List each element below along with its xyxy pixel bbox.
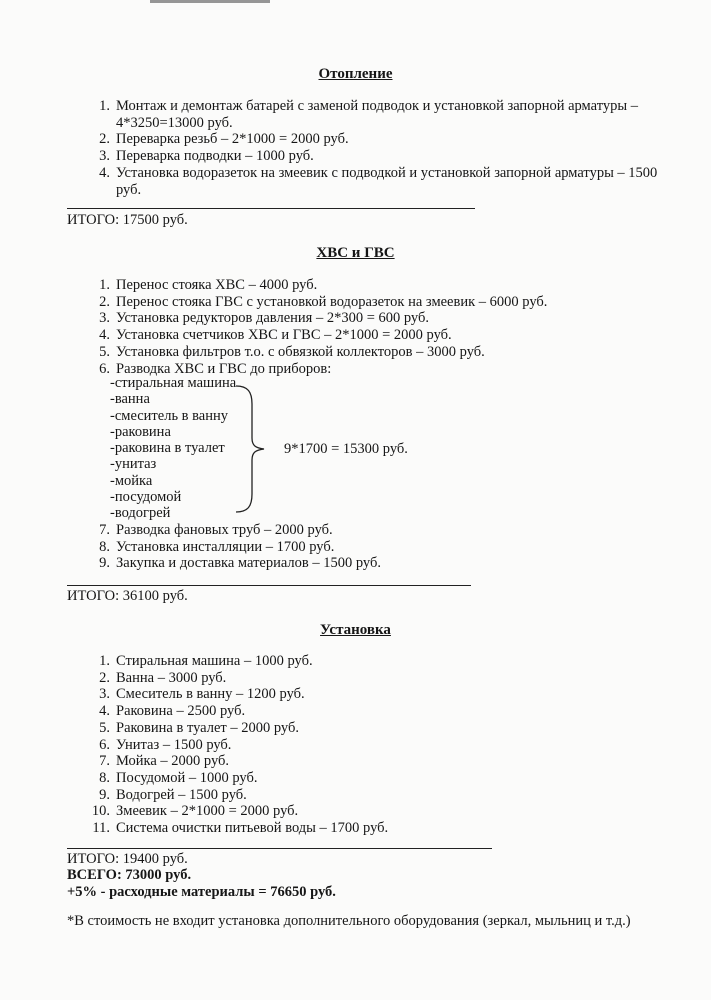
divider <box>67 585 471 586</box>
list-item: 5. Установка фильтров т.о. с обвязкой коллекторов – 3000 руб. <box>99 343 485 360</box>
list-item: 2. Ванна – 3000 руб. <box>99 669 227 686</box>
section-title-water: ХВС и ГВС <box>316 245 395 261</box>
list-item: 2. Перенос стояка ГВС с установкой водоразеток на змеевик – 6000 руб. <box>99 293 548 310</box>
fixture-item: -водогрей <box>110 505 171 522</box>
fixture-item: -мойка <box>110 472 153 489</box>
fixture-item: -стиральная машина <box>110 375 237 391</box>
heating-total: ИТОГО: 17500 руб. <box>67 212 188 228</box>
list-item: 6. Разводка ХВС и ГВС до приборов: <box>99 360 332 377</box>
list-item: 1. Стиральная машина – 1000 руб. <box>99 653 313 669</box>
list-item: 11. Система очистки питьевой воды – 1700 руб. <box>92 820 389 837</box>
list-item: 2. Переварка резьб – 2*1000 = 2000 руб. <box>99 131 349 148</box>
fixture-item: -ванна <box>110 391 150 408</box>
fixture-item: -унитаз <box>110 456 157 473</box>
water-total: ИТОГО: 36100 руб. <box>67 588 188 604</box>
list-item: 9. Водогрей – 1500 руб. <box>99 786 247 803</box>
section-title-installation: Установка <box>320 622 391 638</box>
fixtures-cost: 9*1700 = 15300 руб. <box>284 441 408 457</box>
list-item: 7. Разводка фановых труб – 2000 руб. <box>99 522 333 538</box>
section-title-heating: Отопление <box>318 66 393 82</box>
fixtures-list <box>110 375 236 522</box>
list-item: 8. Посудомой – 1000 руб. <box>99 769 258 786</box>
water-list-continued <box>94 522 674 572</box>
fixture-item: -раковина в туалет <box>110 440 225 457</box>
fixture-item: -смеситель в ванну <box>110 407 229 424</box>
footnote: *В стоимость не входит установка дополнительного оборудования (зеркал, мыльниц и т.д.) <box>67 913 631 929</box>
list-item: 3. Установка редукторов давления – 2*300 = 600 руб. <box>99 310 429 327</box>
list-item: 10. Змеевик – 2*1000 = 2000 руб. <box>91 803 299 820</box>
fixture-item: -посудомой <box>110 489 182 506</box>
list-item: 9. Закупка и доставка материалов – 1500 руб. <box>99 555 381 572</box>
list-item: 8. Установка инсталляции – 1700 руб. <box>99 538 335 555</box>
list-item: 1. Перенос стояка ХВС – 4000 руб. <box>99 277 318 293</box>
list-item: 4. Раковина – 2500 руб. <box>99 703 246 720</box>
list-item: 5. Раковина в туалет – 2000 руб. <box>99 719 299 736</box>
water-list <box>94 277 674 377</box>
list-item: 4. Установка водоразеток на змеевик с подводкой и установкой запорной арматуры – 1500 руб. <box>99 164 658 198</box>
list-item: 1. Монтаж и демонтаж батарей с заменой подводок и установкой запорной арматуры – 4*3250=13000 руб. <box>99 98 638 131</box>
fixture-item: -раковина <box>110 423 171 440</box>
total-with-materials: +5% - расходные материалы = 76650 руб. <box>67 884 336 900</box>
divider <box>67 848 492 849</box>
list-item: 3. Переварка подводки – 1000 руб. <box>99 148 314 165</box>
list-item: 3. Смеситель в ванну – 1200 руб. <box>99 686 305 703</box>
installation-total: ИТОГО: 19400 руб. <box>67 851 188 867</box>
list-item: 7. Мойка – 2000 руб. <box>99 753 230 770</box>
heating-list <box>94 98 674 198</box>
list-item: 4. Установка счетчиков ХВС и ГВС – 2*1000 = 2000 руб. <box>99 327 452 344</box>
scan-artifact <box>150 0 270 3</box>
installation-list <box>91 653 674 837</box>
grand-total: ВСЕГО: 73000 руб. <box>67 867 192 883</box>
list-item: 6. Унитаз – 1500 руб. <box>99 736 232 753</box>
curly-brace-icon <box>234 384 274 514</box>
divider <box>67 208 475 209</box>
